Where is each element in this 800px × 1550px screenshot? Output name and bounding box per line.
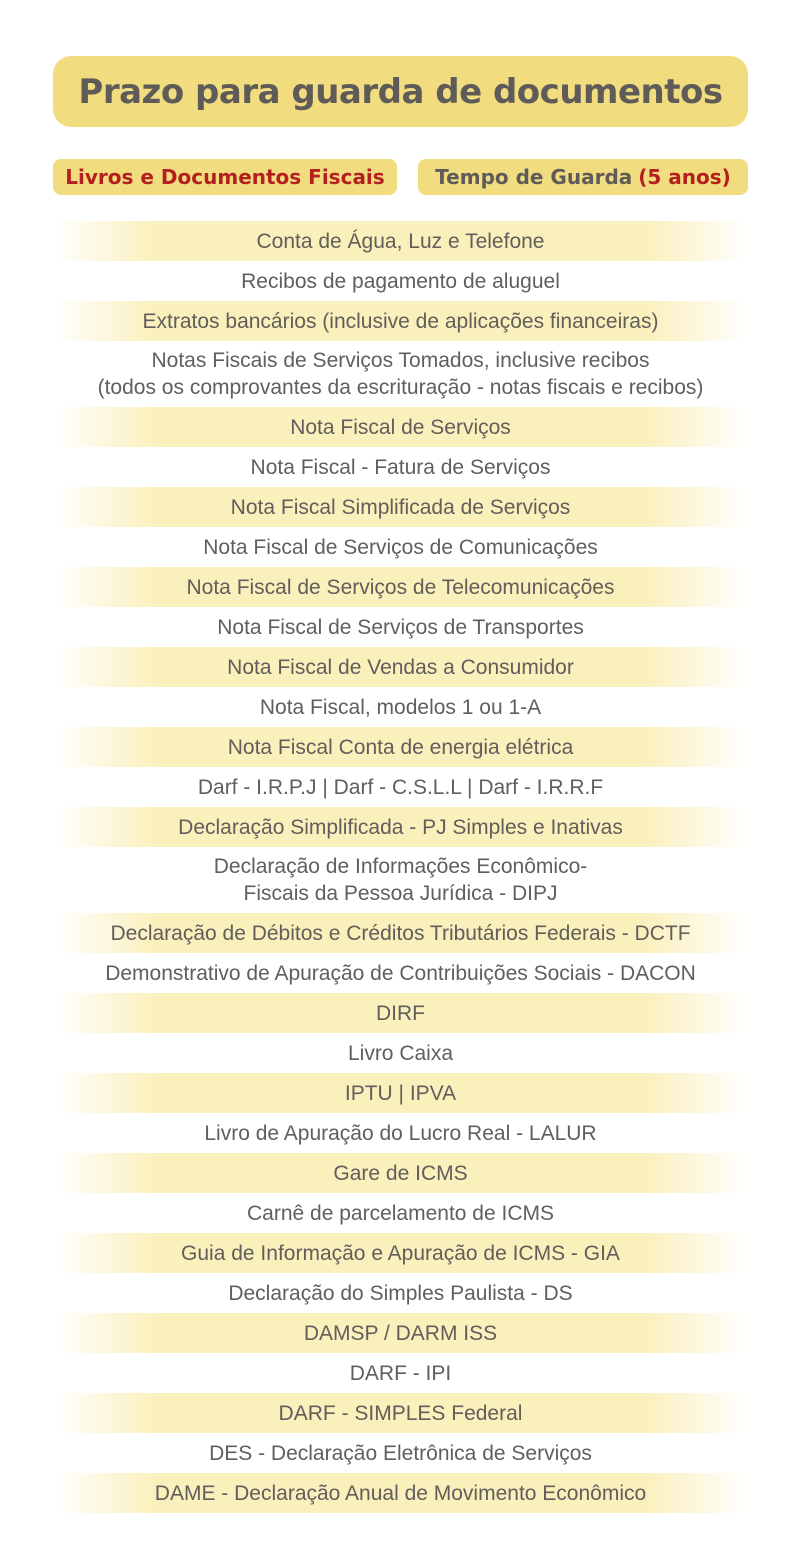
list-item-text: [227, 654, 574, 681]
column-header-retention: [418, 159, 748, 195]
list-item-text: [247, 1200, 554, 1227]
list-item-line: Declaração do Simples Paulista - DS: [228, 1281, 573, 1305]
list-item: [53, 1473, 748, 1513]
list-item-line: Nota Fiscal de Serviços de Telecomunicações: [186, 575, 615, 599]
list-item: [53, 341, 748, 407]
list-item-text: [290, 414, 511, 441]
list-item-text: [105, 960, 696, 987]
list-item-text: [279, 1400, 523, 1427]
list-item: [53, 913, 748, 953]
title-banner: [53, 56, 748, 127]
list-item-text: [228, 1280, 572, 1307]
list-item-line: Declaração Simplificada - PJ Simples e Inativas: [178, 815, 623, 839]
list-item: [53, 567, 748, 607]
list-item-line: Extratos bancários (inclusive de aplicações financeiras): [142, 309, 659, 333]
column-header-documents: [53, 159, 397, 195]
list-item-text: [376, 1000, 425, 1027]
list-item-text: [203, 534, 598, 561]
list-item-line: Guia de Informação e Apuração de ICMS - GIA: [181, 1241, 620, 1265]
list-item-line: Nota Fiscal - Fatura de Serviços: [250, 455, 551, 479]
list-item: [53, 1233, 748, 1273]
column-header-retention-label: Tempo de Guarda: [435, 165, 633, 189]
list-item-line: Recibos de pagamento de aluguel: [241, 269, 560, 293]
list-item: [53, 847, 748, 913]
list-item: [53, 1393, 748, 1433]
list-item-line: (todos os comprovantes da escrituração - notas fiscais e recibos): [97, 376, 704, 399]
list-item-line: Fiscais da Pessoa Jurídica - DIPJ: [243, 882, 558, 905]
list-item-line: DARF - SIMPLES Federal: [278, 1401, 523, 1425]
list-item: [53, 1313, 748, 1353]
list-item-line: Livro Caixa: [347, 1041, 454, 1065]
list-item-line: DAMSP / DARM ISS: [303, 1321, 498, 1345]
document-list: [53, 221, 748, 1513]
list-item-text: [143, 308, 659, 335]
list-item-text: [110, 920, 690, 947]
list-item-line: Declaração de Débitos e Créditos Tributários Federais - DCTF: [110, 921, 691, 945]
list-item-text: [98, 347, 704, 401]
list-item: [53, 1273, 748, 1313]
list-item: [53, 807, 748, 847]
list-item-line: Notas Fiscais de Serviços Tomados, inclusive recibos: [151, 349, 650, 372]
list-item: [53, 993, 748, 1033]
list-item-text: [345, 1080, 456, 1107]
list-item-line: Carnê de parcelamento de ICMS: [247, 1201, 554, 1225]
list-item-line: Livro de Apuração do Lucro Real - LALUR: [204, 1121, 597, 1145]
list-item: [53, 447, 748, 487]
list-item-text: [251, 454, 551, 481]
list-item: [53, 487, 748, 527]
list-item: [53, 221, 748, 261]
list-item-line: DARF - IPI: [349, 1361, 452, 1385]
list-item: [53, 727, 748, 767]
list-item-line: Nota Fiscal de Serviços de Transportes: [217, 615, 584, 639]
list-item-line: Nota Fiscal de Vendas a Consumidor: [227, 655, 574, 679]
page-title: Prazo para guarda de documentos: [78, 71, 723, 112]
list-item: [53, 301, 748, 341]
list-item-line: Nota Fiscal Simplificada de Serviços: [230, 495, 571, 519]
list-item-line: Declaração de Informações Econômico-: [213, 855, 588, 878]
list-item-text: [217, 614, 584, 641]
list-item: [53, 1033, 748, 1073]
list-item-line: Demonstrativo de Apuração de Contribuições Sociais - DACON: [105, 961, 696, 985]
list-item-text: [204, 1120, 596, 1147]
column-header-documents-label: Livros e Documentos Fiscais: [65, 165, 385, 189]
list-item-text: [178, 814, 623, 841]
list-item-line: Nota Fiscal de Serviços de Comunicações: [203, 535, 598, 559]
retention-period-badge: (5 anos): [638, 165, 731, 189]
list-item-text: [198, 774, 603, 801]
list-item-text: [260, 694, 541, 721]
list-item: [53, 647, 748, 687]
list-item: [53, 607, 748, 647]
list-item: [53, 687, 748, 727]
list-item: [53, 1193, 748, 1233]
list-item-line: Nota Fiscal, modelos 1 ou 1-A: [259, 695, 542, 719]
list-item-line: Nota Fiscal Conta de energia elétrica: [227, 735, 574, 759]
list-item: [53, 1073, 748, 1113]
list-item: [53, 953, 748, 993]
list-item: [53, 1113, 748, 1153]
list-item-text: [214, 853, 588, 907]
list-item-line: Gare de ICMS: [333, 1161, 468, 1185]
list-item-line: Nota Fiscal de Serviços: [290, 415, 511, 439]
list-item-line: IPTU | IPVA: [344, 1081, 457, 1105]
list-item-text: [333, 1160, 467, 1187]
list-item-text: [348, 1040, 453, 1067]
list-item-line: DAME - Declaração Anual de Movimento Econômico: [154, 1481, 647, 1505]
list-item-line: Conta de Água, Luz e Telefone: [256, 229, 545, 253]
list-item: [53, 1433, 748, 1473]
list-item-text: [228, 734, 574, 761]
list-item-text: [350, 1360, 452, 1387]
list-item: [53, 1153, 748, 1193]
list-item-text: [155, 1480, 646, 1507]
list-item-text: [231, 494, 571, 521]
list-item: [53, 527, 748, 567]
list-item-text: [209, 1440, 592, 1467]
list-item: [53, 407, 748, 447]
list-item: [53, 1353, 748, 1393]
list-item-text: [241, 268, 560, 295]
list-item-line: Darf - I.R.P.J | Darf - C.S.L.L | Darf - I.R.R.F: [197, 775, 604, 799]
list-item-line: DES - Declaração Eletrônica de Serviços: [209, 1441, 592, 1465]
list-item-text: [187, 574, 615, 601]
list-item-text: [256, 228, 544, 255]
list-item: [53, 261, 748, 301]
list-item-text: [181, 1240, 620, 1267]
list-item: [53, 767, 748, 807]
list-item-line: DIRF: [376, 1001, 425, 1025]
list-item-text: [304, 1320, 497, 1347]
